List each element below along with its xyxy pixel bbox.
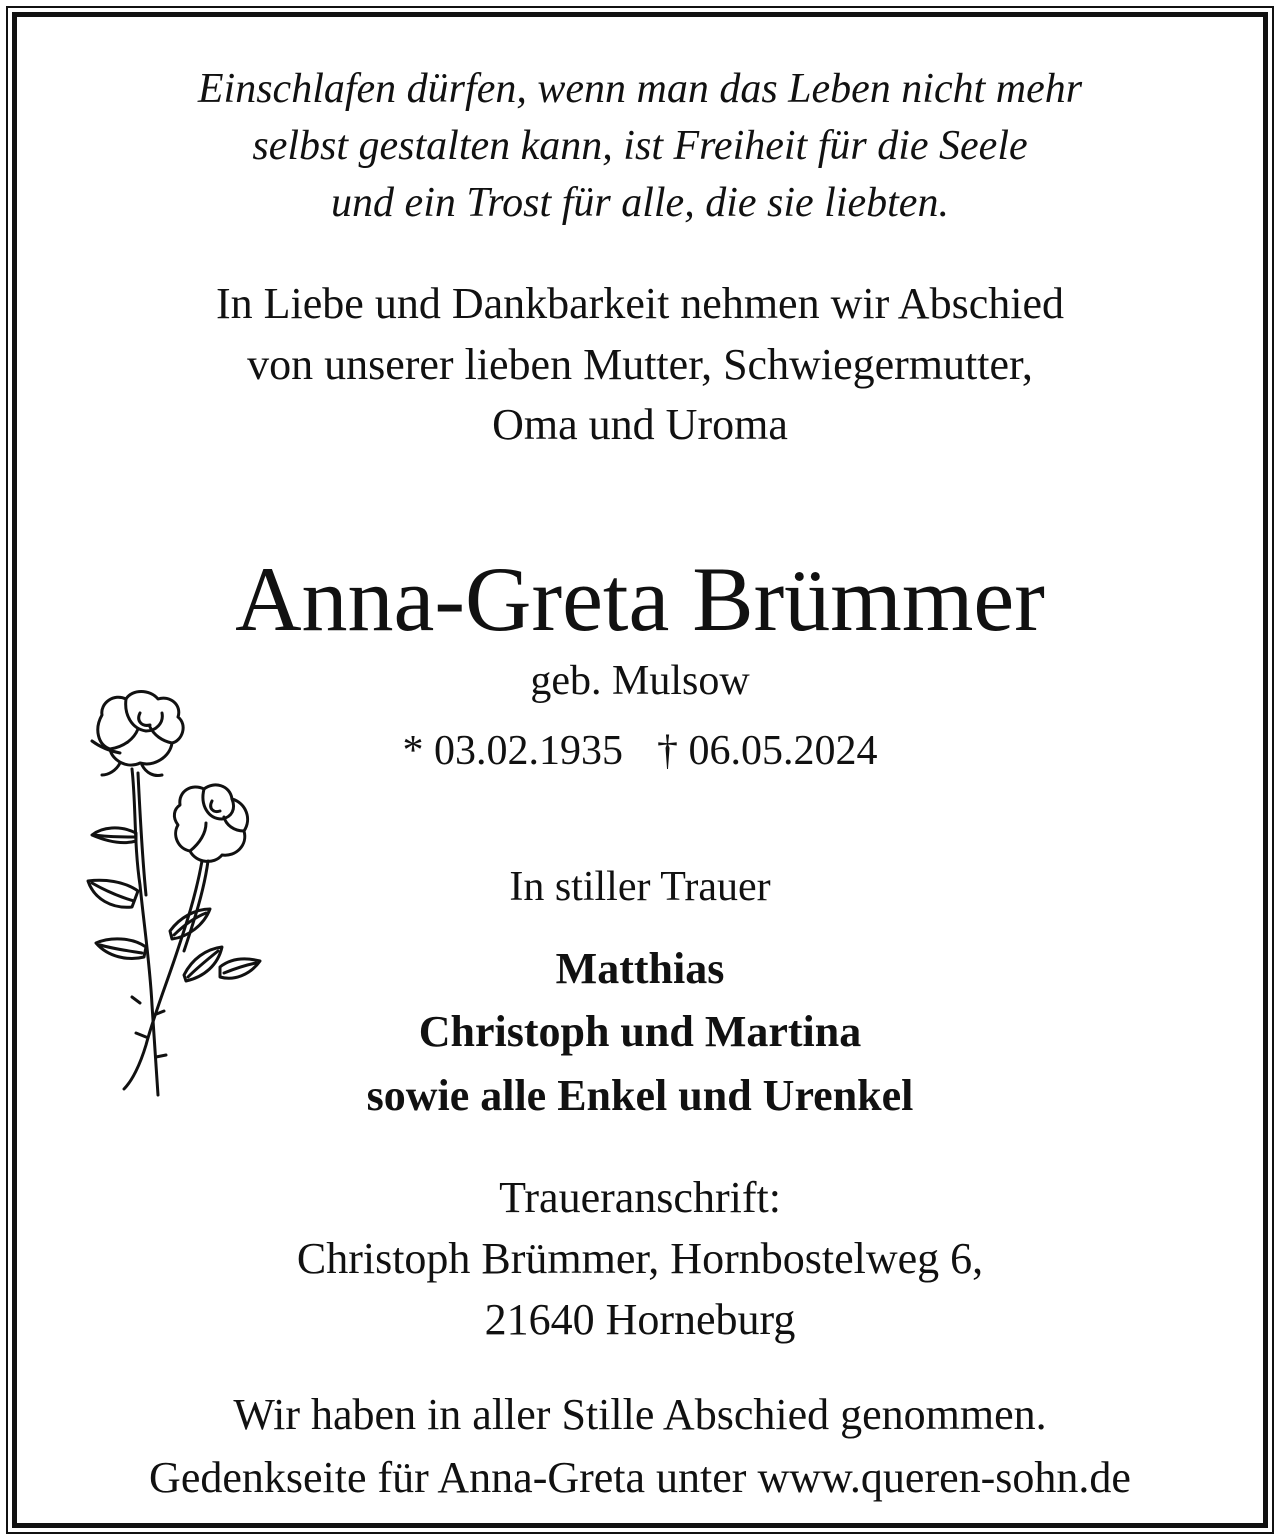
quote-line-2: selbst gestalten kann, ist Freiheit für die Seele [252, 123, 1028, 169]
maiden-name: geb. Mulsow [530, 658, 750, 704]
mourner-line-3: sowie alle Enkel und Urenkel [366, 1071, 914, 1120]
rose-icon [80, 685, 270, 1105]
deceased-name: Anna-Greta Brümmer [235, 548, 1045, 650]
mourner-line-1: Matthias [555, 944, 725, 993]
address-label: Traueranschrift: [499, 1173, 781, 1222]
intro-line-3: Oma und Uroma [492, 400, 788, 449]
mourning-heading: In stiller Trauer [509, 864, 771, 910]
footer-line-2: Gedenkseite für Anna-Greta unter www.queren-sohn.de [149, 1453, 1131, 1502]
intro-line-2: von unserer lieben Mutter, Schwiegermutter, [247, 340, 1033, 389]
mourner-line-2: Christoph und Martina [418, 1007, 862, 1056]
death-date: † 06.05.2024 [657, 728, 878, 774]
address-line-1: Christoph Brümmer, Hornbostelweg 6, [296, 1234, 984, 1283]
quote-line-3: und ein Trost für alle, die sie liebten. [331, 180, 949, 226]
quote-line-1: Einschlafen dürfen, wenn man das Leben nicht mehr [197, 66, 1083, 112]
footer-line-1: Wir haben in aller Stille Abschied genommen. [233, 1390, 1047, 1439]
intro-line-1: In Liebe und Dankbarkeit nehmen wir Abschied [216, 279, 1064, 328]
address-line-2: 21640 Horneburg [484, 1295, 796, 1344]
birth-date: * 03.02.1935 [402, 728, 623, 774]
